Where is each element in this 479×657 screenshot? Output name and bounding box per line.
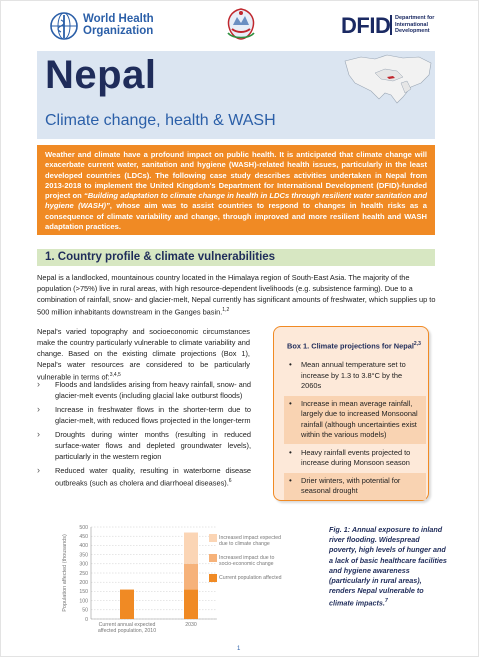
legend-swatch bbox=[209, 574, 217, 582]
box-title bbox=[287, 341, 421, 350]
list-item-text: Droughts during winter months (resulting in reduced surface-water flows and depleted groundwater levels), particularly in the western region bbox=[55, 430, 251, 461]
x-tick-label: affected population, 2010 bbox=[97, 628, 157, 634]
bullet-dot-icon: • bbox=[289, 475, 292, 485]
bullet-dot-icon: • bbox=[289, 360, 292, 369]
dfid-sub-line-1: Department for bbox=[395, 15, 435, 21]
figure-caption bbox=[329, 525, 447, 609]
list-item bbox=[37, 379, 251, 401]
flood-exposure-chart bbox=[57, 521, 321, 643]
dfid-logo bbox=[341, 13, 451, 39]
intro-text-1: Weather and climate have a profound impact on public health. It is anticipated that climate change will exacerbate current water, sanitation and hygiene (WASH)-related health issues, particularly in the least developed countries (LDCs). The following case study describes activities undertaken in Nepal from 2013-2018 to implement the United Kingdom's Department for International Development (DFID)-funded project on bbox=[45, 150, 427, 201]
dfid-sub-line-3: Development bbox=[395, 28, 430, 34]
legend-swatch bbox=[209, 554, 217, 562]
header bbox=[1, 1, 479, 49]
y-tick-label: 500 bbox=[79, 524, 88, 531]
para1-refs: 1,2 bbox=[222, 307, 230, 313]
projection-item bbox=[284, 473, 426, 500]
who-emblem-icon bbox=[49, 11, 79, 41]
projection-text: Increase in mean average rainfall, largely due to increased Monsoonal rainfall (although uncertainties exist within the various models) bbox=[301, 398, 418, 439]
bar-segment bbox=[120, 590, 134, 619]
bullet-arrow-icon: › bbox=[37, 429, 40, 439]
box-title-refs: 2,3 bbox=[413, 341, 421, 347]
y-tick-label: 100 bbox=[79, 598, 88, 605]
projection-item bbox=[284, 445, 426, 472]
figure-caption-text: Fig. 1: Annual exposure to inland river flooding. Widespread poverty, high levels of hunger and a lack of basic healthcare facilities and hygiene awareness (particularly in rural areas), renders Nepal vulnerable to climate impacts. bbox=[329, 525, 447, 608]
y-tick-label: 400 bbox=[79, 543, 88, 550]
who-line-1: World Health bbox=[83, 13, 154, 25]
list-item-text: Reduced water quality, resulting in waterborne disease outbreaks (such as cholera and diarrhoeal diseases). bbox=[55, 466, 251, 488]
legend-label: Current population affected bbox=[219, 575, 282, 581]
bar-segment bbox=[184, 564, 198, 590]
vulnerability-paragraph bbox=[37, 326, 250, 382]
para1-text: Nepal is a landlocked, mountainous country located in the Himalaya region of South-East Asia. The majority of the population (>75%) live in rural areas, with high resource-dependent livelihoods (e.g. subsistence farming). Due to a combination of rainfall, snow- and glacier-melt, Nepal currently has significant amounts of freshwater, which supplies up to 500 million inhabitants downstream in the Ganges basin. bbox=[37, 273, 436, 317]
bullet-dot-icon: • bbox=[289, 447, 292, 457]
nepal-emblem-icon bbox=[223, 7, 259, 41]
y-tick-label: 200 bbox=[79, 580, 88, 586]
page-subtitle: Climate change, health & WASH bbox=[45, 112, 276, 129]
intro-summary bbox=[37, 145, 435, 235]
bar-segment bbox=[184, 590, 198, 619]
list-item-text: Floods and landslides arising from heavy rainfall, snow- and glacier-melt events (including glacial lake outburst floods) bbox=[55, 380, 251, 400]
section-1-heading: 1. Country profile & climate vulnerabilities bbox=[37, 249, 435, 266]
list-item bbox=[37, 465, 251, 488]
bullet-arrow-icon: › bbox=[37, 465, 40, 475]
list-item bbox=[37, 404, 251, 426]
x-tick-label: 2030 bbox=[185, 622, 197, 628]
page-number: 1 bbox=[237, 646, 241, 652]
y-tick-label: 350 bbox=[79, 552, 88, 559]
y-axis-label: Population affected (thousands) bbox=[62, 534, 68, 612]
who-line-2: Organization bbox=[83, 25, 154, 37]
dfid-mark: DFID bbox=[341, 13, 391, 38]
title-band bbox=[37, 51, 435, 139]
country-profile-paragraph bbox=[37, 272, 437, 317]
para2-text: Nepal's varied topography and socioeconomic circumstances make the country particularly vulnerable to climate variability and change. Based on the existing climate projections (Box 1), Nepal's water resources are considered to be particularly vulnerable in terms of: bbox=[37, 327, 250, 382]
list-item-text: Increase in freshwater flows in the shorter-term due to glacier-melt, with reduced flows projected in the longer-term bbox=[55, 405, 251, 425]
projection-item bbox=[284, 396, 426, 444]
climate-projections-box bbox=[273, 326, 429, 501]
y-tick-label: 0 bbox=[85, 616, 88, 623]
vulnerability-list bbox=[37, 379, 251, 491]
legend-swatch bbox=[209, 534, 217, 542]
region-map-icon bbox=[341, 53, 433, 105]
dfid-divider bbox=[390, 15, 392, 35]
figure-caption-ref: 7 bbox=[384, 598, 388, 605]
para2-refs: 3,4,5 bbox=[109, 372, 121, 378]
list-item bbox=[37, 429, 251, 462]
legend-label: Increased impact due to bbox=[219, 555, 275, 561]
projection-item bbox=[284, 357, 426, 395]
intro-text-2: , whose aim was to assist countries to respond to changes in health risks as a consequence of climate variability and change, through improved and more resilient health and WASH adaptation practices. bbox=[45, 201, 427, 232]
who-wordmark bbox=[83, 13, 154, 37]
y-tick-label: 50 bbox=[82, 607, 88, 614]
y-tick-label: 450 bbox=[79, 534, 88, 540]
who-logo bbox=[49, 11, 199, 41]
page-title: Nepal bbox=[45, 53, 157, 97]
box-title-text: Box 1. Climate projections for Nepal bbox=[287, 341, 414, 351]
intro-project-title: “Building adaptation to climate change in health in LDCs through resilient water sanitation and hygiene (WASH)” bbox=[45, 191, 427, 211]
projection-text: Mean annual temperature set to increase by 1.3 to 3.8°C by the 2060s bbox=[301, 360, 406, 390]
y-tick-label: 300 bbox=[79, 561, 88, 568]
bar-segment bbox=[184, 533, 198, 564]
projection-list bbox=[284, 357, 426, 501]
bullet-arrow-icon: › bbox=[37, 404, 40, 414]
legend-label: due to climate change bbox=[219, 541, 270, 547]
bullet-dot-icon: • bbox=[289, 398, 292, 408]
legend-label: Increased impact expected bbox=[219, 535, 281, 541]
legend-label: socio-economic change bbox=[219, 561, 274, 567]
projection-text: Drier winters, with potential for seasonal drought bbox=[301, 475, 401, 495]
bullet-arrow-icon: › bbox=[37, 379, 40, 389]
dfid-sub-line-2: International bbox=[395, 21, 429, 28]
y-tick-label: 150 bbox=[79, 589, 88, 596]
y-tick-label: 250 bbox=[79, 570, 88, 577]
list-item-refs: 6 bbox=[228, 478, 232, 484]
x-tick-label: Current annual expected bbox=[98, 622, 156, 628]
dfid-subtitle bbox=[395, 15, 455, 35]
projection-text: Heavy rainfall events projected to increase during Monsoon season bbox=[301, 447, 411, 467]
